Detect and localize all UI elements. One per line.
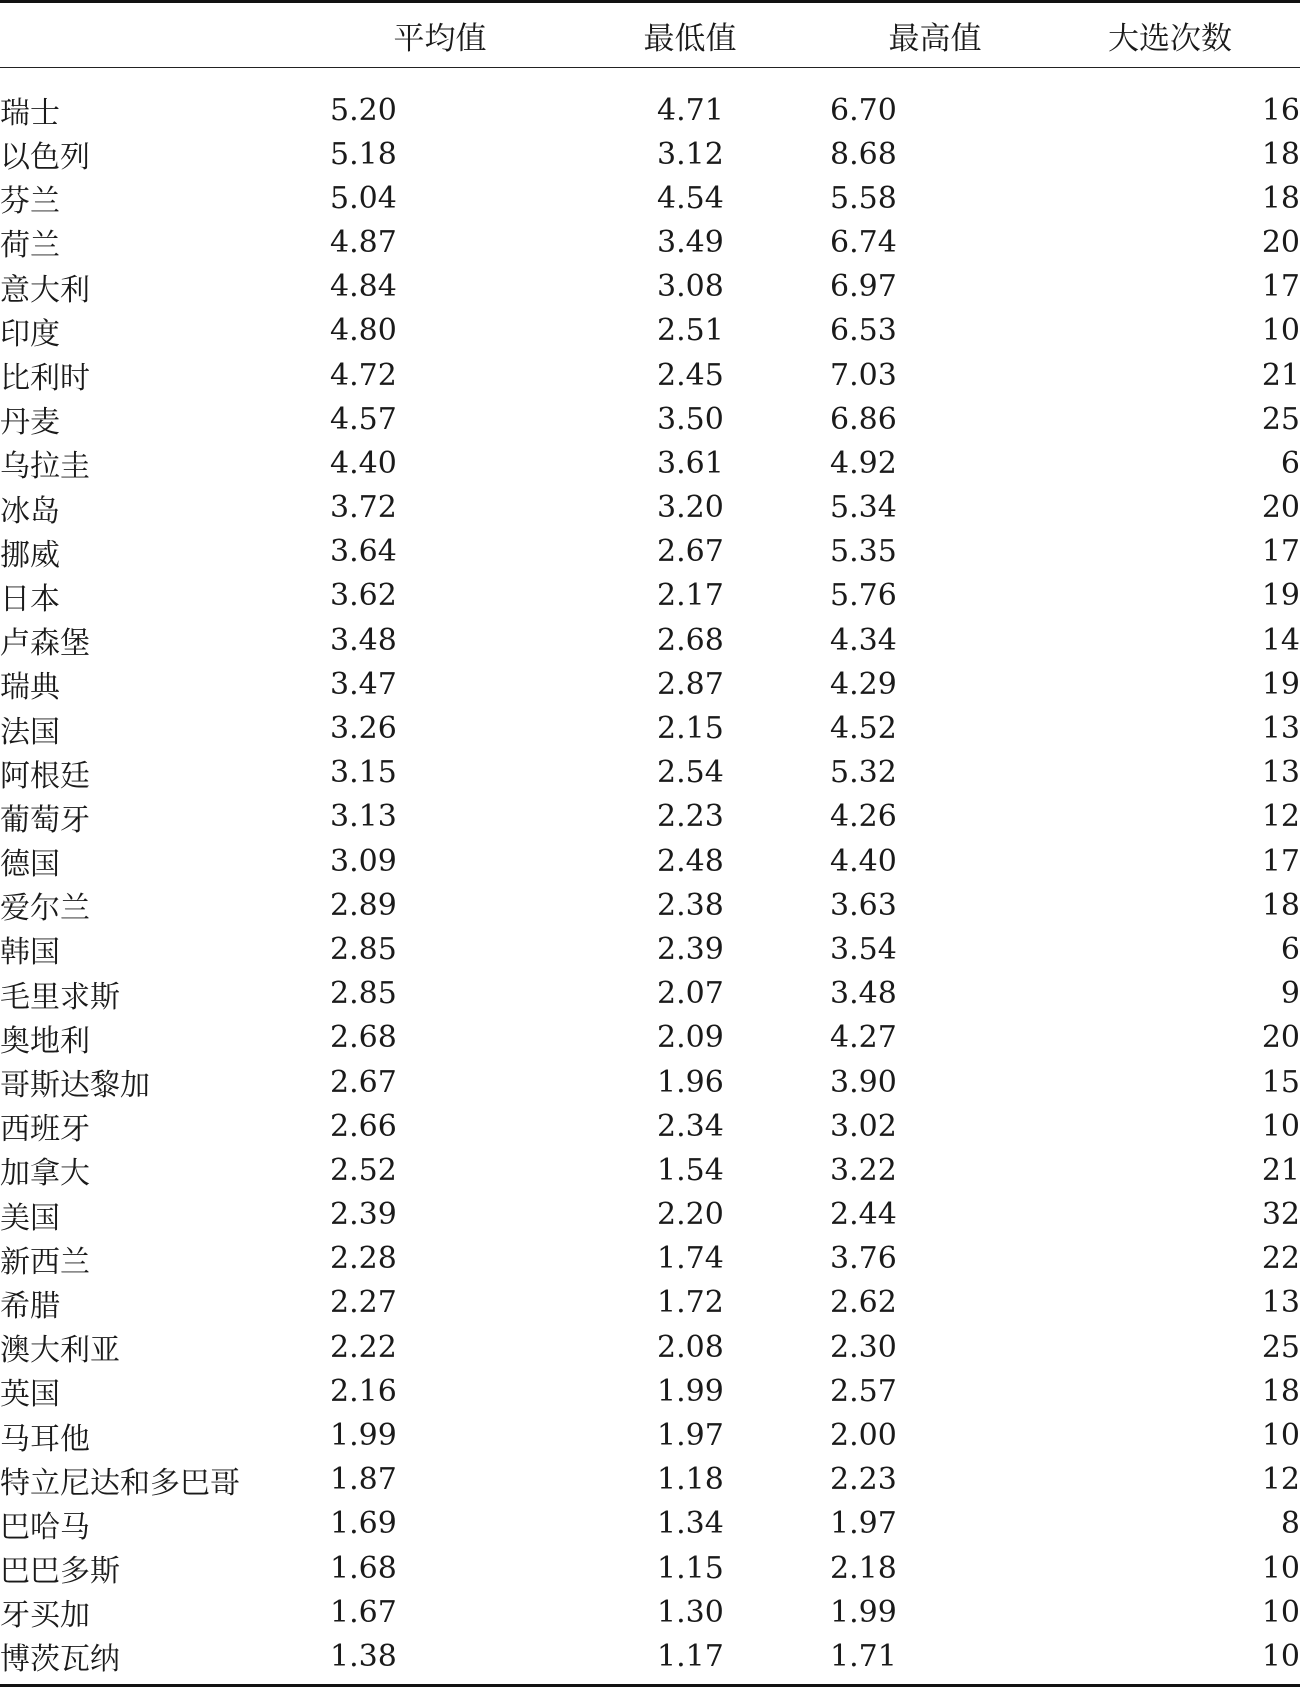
election-count-cell: 6: [1280, 445, 1300, 481]
maximum-cell: 2.62: [830, 1285, 897, 1321]
average-cell: 3.13: [330, 799, 397, 835]
minimum-cell: [550, 883, 830, 927]
table-row: [0, 1458, 1300, 1502]
average-cell: 2.85: [330, 931, 397, 967]
maximum-cell: 4.29: [830, 666, 897, 702]
table-row: [0, 1369, 1300, 1413]
minimum-cell: [550, 927, 830, 971]
minimum-cell: [550, 1325, 830, 1369]
table-row: [0, 574, 1300, 618]
maximum-cell: 8.68: [830, 136, 897, 172]
minimum-value: 2.08: [657, 1329, 724, 1365]
maximum-cell: 3.22: [830, 1152, 897, 1188]
table-row: [0, 353, 1300, 397]
country-cell: 日本: [0, 581, 60, 617]
minimum-value: 2.17: [657, 578, 724, 614]
minimum-cell: [550, 574, 830, 618]
country-cell: 法国: [0, 714, 60, 750]
election-count-cell: 10: [1261, 1418, 1300, 1454]
average-cell: 2.28: [330, 1241, 397, 1277]
country-cell: 希腊: [0, 1288, 60, 1324]
country-cell: 韩国: [0, 935, 60, 971]
country-cell: 牙买加: [0, 1598, 90, 1634]
election-count-cell: 10: [1261, 1108, 1300, 1144]
minimum-cell: [550, 795, 830, 839]
minimum-cell: [550, 1546, 830, 1590]
minimum-value: 2.51: [657, 313, 724, 349]
average-cell: 4.40: [330, 445, 397, 481]
header-maximum: 最高值: [830, 2, 1040, 68]
minimum-value: 2.07: [657, 976, 724, 1012]
table-row: [0, 662, 1300, 706]
minimum-cell: [550, 839, 830, 883]
average-cell: 4.72: [330, 357, 397, 393]
minimum-value: 2.09: [657, 1020, 724, 1056]
country-cell: 爱尔兰: [0, 891, 90, 927]
maximum-cell: 5.58: [830, 180, 897, 216]
minimum-cell: [550, 353, 830, 397]
minimum-cell: [550, 1590, 830, 1634]
table-row: [0, 132, 1300, 176]
minimum-cell: [550, 662, 830, 706]
average-cell: 5.18: [330, 136, 397, 172]
table-row: [0, 795, 1300, 839]
average-cell: 1.68: [330, 1550, 397, 1586]
minimum-value: 1.97: [657, 1418, 724, 1454]
table-body: [0, 68, 1300, 1686]
country-cell: 澳大利亚: [0, 1333, 120, 1369]
minimum-value: 1.74: [657, 1241, 724, 1277]
minimum-cell: [550, 1458, 830, 1502]
table-row: [0, 1104, 1300, 1148]
minimum-value: 3.50: [657, 401, 724, 437]
table-row: [0, 706, 1300, 750]
country-cell: 葡萄牙: [0, 802, 90, 838]
table-row: [0, 68, 1300, 133]
average-cell: 2.27: [330, 1285, 397, 1321]
maximum-cell: 3.90: [830, 1064, 897, 1100]
minimum-value: 3.61: [657, 445, 724, 481]
minimum-cell: [550, 132, 830, 176]
minimum-value: 2.20: [657, 1197, 724, 1233]
country-cell: 阿根廷: [0, 758, 90, 794]
maximum-cell: 2.00: [830, 1418, 897, 1454]
average-cell: 3.47: [330, 666, 397, 702]
minimum-value: 1.96: [657, 1064, 724, 1100]
average-cell: 2.52: [330, 1152, 397, 1188]
average-cell: 1.69: [330, 1506, 397, 1542]
table-row: [0, 1193, 1300, 1237]
table-row: [0, 751, 1300, 795]
header-minimum: 最低值: [550, 2, 830, 68]
minimum-value: 2.34: [657, 1108, 724, 1144]
election-count-cell: 16: [1261, 92, 1300, 128]
table-row: [0, 1546, 1300, 1590]
table-row: [0, 839, 1300, 883]
maximum-cell: 4.34: [830, 622, 897, 658]
average-cell: 4.84: [330, 269, 397, 305]
minimum-cell: [550, 441, 830, 485]
election-count-cell: 25: [1261, 401, 1300, 437]
country-cell: 印度: [0, 316, 60, 352]
minimum-value: 2.48: [657, 843, 724, 879]
minimum-cell: [550, 1148, 830, 1192]
average-cell: 2.89: [330, 887, 397, 923]
average-cell: 1.99: [330, 1418, 397, 1454]
average-cell: 4.80: [330, 313, 397, 349]
average-cell: 1.38: [330, 1634, 550, 1686]
minimum-value: 2.23: [657, 799, 724, 835]
table-row: [0, 176, 1300, 220]
table-row: [0, 486, 1300, 530]
minimum-value: 1.34: [657, 1506, 724, 1542]
maximum-cell: 4.26: [830, 799, 897, 835]
table-row: [0, 265, 1300, 309]
minimum-cell: [550, 397, 830, 441]
maximum-cell: 3.48: [830, 976, 897, 1012]
average-cell: 2.67: [330, 1064, 397, 1100]
table-row: [0, 1016, 1300, 1060]
maximum-cell: 6.97: [830, 269, 897, 305]
minimum-value: 1.18: [657, 1462, 724, 1498]
country-cell: 英国: [0, 1377, 60, 1413]
table-row: [0, 441, 1300, 485]
election-count-cell: 15: [1261, 1064, 1300, 1100]
election-count-cell: 21: [1261, 357, 1300, 393]
country-cell: 瑞士: [0, 96, 60, 131]
minimum-value: 1.54: [657, 1152, 724, 1188]
average-cell: 3.15: [330, 755, 397, 791]
election-count-cell: 10: [1261, 313, 1300, 349]
header-country: [0, 2, 330, 68]
maximum-cell: 1.71: [830, 1634, 1040, 1686]
minimum-cell: [550, 1104, 830, 1148]
maximum-cell: 1.99: [830, 1594, 897, 1630]
maximum-cell: 4.92: [830, 445, 897, 481]
maximum-cell: 2.57: [830, 1373, 897, 1409]
maximum-cell: 6.53: [830, 313, 897, 349]
election-count-cell: 17: [1261, 534, 1300, 570]
election-count-cell: 13: [1261, 1285, 1300, 1321]
minimum-value: 4.71: [657, 92, 724, 128]
table-row: [0, 1634, 1300, 1686]
maximum-cell: 4.52: [830, 711, 897, 747]
country-cell: 瑞典: [0, 670, 60, 706]
election-count-cell: 25: [1261, 1329, 1300, 1365]
minimum-value: 3.08: [657, 269, 724, 305]
average-cell: 4.87: [330, 224, 397, 260]
maximum-cell: 3.63: [830, 887, 897, 923]
election-count-cell: 20: [1261, 224, 1300, 260]
maximum-cell: 3.54: [830, 931, 897, 967]
table-row: [0, 530, 1300, 574]
maximum-cell: 6.86: [830, 401, 897, 437]
minimum-value: 1.15: [657, 1550, 724, 1586]
average-cell: 3.64: [330, 534, 397, 570]
table-row: [0, 1060, 1300, 1104]
election-count-cell: 18: [1261, 1373, 1300, 1409]
minimum-cell: [550, 309, 830, 353]
average-cell: 3.26: [330, 711, 397, 747]
average-cell: 3.72: [330, 490, 397, 526]
election-count-cell: 9: [1280, 976, 1300, 1012]
election-count-cell: 14: [1261, 622, 1300, 658]
minimum-value: 2.54: [657, 755, 724, 791]
country-cell: 冰岛: [0, 493, 60, 529]
election-count-cell: 12: [1261, 799, 1300, 835]
maximum-cell: 7.03: [830, 357, 897, 393]
average-cell: 5.04: [330, 180, 397, 216]
maximum-cell: 5.34: [830, 490, 897, 526]
election-count-cell: 19: [1261, 578, 1300, 614]
average-cell: 3.48: [330, 622, 397, 658]
maximum-cell: 2.23: [830, 1462, 897, 1498]
maximum-cell: 5.35: [830, 534, 897, 570]
average-cell: 5.20: [330, 92, 397, 128]
maximum-cell: 5.76: [830, 578, 897, 614]
maximum-cell: 3.76: [830, 1241, 897, 1277]
country-cell: 荷兰: [0, 228, 60, 264]
table-row: [0, 309, 1300, 353]
average-cell: 2.22: [330, 1329, 397, 1365]
minimum-cell: [550, 1502, 830, 1546]
maximum-cell: 6.74: [830, 224, 897, 260]
country-cell: 毛里求斯: [0, 979, 120, 1015]
minimum-cell: [550, 751, 830, 795]
table-row: [0, 397, 1300, 441]
minimum-cell: [550, 68, 830, 133]
country-cell: 巴巴多斯: [0, 1554, 120, 1590]
maximum-cell: 5.32: [830, 755, 897, 791]
election-count-cell: 10: [1261, 1594, 1300, 1630]
country-cell: 西班牙: [0, 1112, 90, 1148]
table-row: [0, 927, 1300, 971]
country-cell: 马耳他: [0, 1421, 90, 1457]
minimum-cell: [550, 1237, 830, 1281]
minimum-value: 2.15: [657, 711, 724, 747]
country-cell: 加拿大: [0, 1156, 90, 1192]
minimum-value: 2.87: [657, 666, 724, 702]
election-count-cell: 13: [1261, 711, 1300, 747]
maximum-cell: 2.30: [830, 1329, 897, 1365]
election-count-cell: 18: [1261, 180, 1300, 216]
country-cell: 博茨瓦纳: [0, 1634, 330, 1686]
minimum-value: 2.38: [657, 887, 724, 923]
election-count-cell: 8: [1280, 1506, 1300, 1542]
minimum-value: 2.68: [657, 622, 724, 658]
average-cell: 4.57: [330, 401, 397, 437]
minimum-value: 3.12: [657, 136, 724, 172]
header-average: 平均值: [330, 2, 550, 68]
country-cell: 芬兰: [0, 184, 60, 220]
country-cell: 奥地利: [0, 1023, 90, 1059]
election-count-cell: 6: [1280, 931, 1300, 967]
minimum-value: 1.17: [657, 1638, 724, 1674]
country-cell: 德国: [0, 847, 60, 883]
election-count-cell: 22: [1261, 1241, 1300, 1277]
maximum-cell: 2.18: [830, 1550, 897, 1586]
average-cell: 1.87: [330, 1462, 397, 1498]
minimum-cell: [550, 265, 830, 309]
maximum-cell: 4.27: [830, 1020, 897, 1056]
minimum-value: 1.99: [657, 1373, 724, 1409]
maximum-cell: 3.02: [830, 1108, 897, 1144]
table-row: [0, 972, 1300, 1016]
election-count-cell: 18: [1261, 136, 1300, 172]
header-row: [0, 2, 1300, 68]
average-cell: 2.68: [330, 1020, 397, 1056]
table-row: [0, 883, 1300, 927]
election-count-cell: 12: [1261, 1462, 1300, 1498]
minimum-cell: [550, 1413, 830, 1457]
minimum-cell: [550, 1634, 830, 1686]
minimum-cell: [550, 706, 830, 750]
minimum-cell: [550, 220, 830, 264]
minimum-cell: [550, 1369, 830, 1413]
country-cell: 比利时: [0, 361, 90, 397]
table-row: [0, 1237, 1300, 1281]
country-cell: 哥斯达黎加: [0, 1068, 150, 1104]
country-cell: 以色列: [0, 140, 90, 176]
election-count-cell: 20: [1261, 490, 1300, 526]
table-row: [0, 220, 1300, 264]
table-row: [0, 1325, 1300, 1369]
minimum-cell: [550, 486, 830, 530]
election-count-cell: 18: [1261, 887, 1300, 923]
maximum-cell: 4.40: [830, 843, 897, 879]
election-count-cell: 17: [1261, 843, 1300, 879]
minimum-cell: [550, 1281, 830, 1325]
table-row: [0, 1502, 1300, 1546]
maximum-cell: 6.70: [830, 92, 897, 128]
header-election-count: 大选次数: [1040, 2, 1300, 68]
table-row: [0, 1281, 1300, 1325]
minimum-value: 3.20: [657, 490, 724, 526]
country-cell: 美国: [0, 1200, 60, 1236]
country-cell: 乌拉圭: [0, 449, 90, 485]
minimum-cell: [550, 1060, 830, 1104]
minimum-value: 1.72: [657, 1285, 724, 1321]
average-cell: 1.67: [330, 1594, 397, 1630]
minimum-cell: [550, 176, 830, 220]
country-cell: 挪威: [0, 537, 60, 573]
table-row: [0, 1590, 1300, 1634]
minimum-value: 2.67: [657, 534, 724, 570]
maximum-cell: 2.44: [830, 1197, 897, 1233]
election-count-cell: 10: [1261, 1550, 1300, 1586]
minimum-value: 2.45: [657, 357, 724, 393]
country-cell: 特立尼达和多巴哥: [0, 1465, 240, 1501]
election-count-cell: 17: [1261, 269, 1300, 305]
country-cell: 意大利: [0, 272, 90, 308]
average-cell: 2.85: [330, 976, 397, 1012]
table-row: [0, 1148, 1300, 1192]
election-count-cell: 20: [1261, 1020, 1300, 1056]
table-row: [0, 1413, 1300, 1457]
minimum-value: 2.39: [657, 931, 724, 967]
country-cell: 巴哈马: [0, 1509, 90, 1545]
average-cell: 3.09: [330, 843, 397, 879]
election-count-cell: 32: [1261, 1197, 1300, 1233]
average-cell: 3.62: [330, 578, 397, 614]
average-cell: 2.39: [330, 1197, 397, 1233]
election-count-cell: 10: [1040, 1634, 1300, 1686]
minimum-cell: [550, 1193, 830, 1237]
election-count-cell: 19: [1261, 666, 1300, 702]
country-cell: 新西兰: [0, 1244, 90, 1280]
minimum-value: 4.54: [657, 180, 724, 216]
maximum-cell: 1.97: [830, 1506, 897, 1542]
election-count-cell: 13: [1261, 755, 1300, 791]
minimum-cell: [550, 618, 830, 662]
country-cell: 卢森堡: [0, 626, 90, 662]
table-header: [0, 2, 1300, 68]
minimum-cell: [550, 530, 830, 574]
average-cell: 2.16: [330, 1373, 397, 1409]
minimum-cell: [550, 1016, 830, 1060]
table-row: [0, 618, 1300, 662]
election-count-cell: 21: [1261, 1152, 1300, 1188]
minimum-value: 1.30: [657, 1594, 724, 1630]
average-cell: 2.66: [330, 1108, 397, 1144]
minimum-cell: [550, 972, 830, 1016]
country-cell: 丹麦: [0, 405, 60, 441]
minimum-value: 3.49: [657, 224, 724, 260]
